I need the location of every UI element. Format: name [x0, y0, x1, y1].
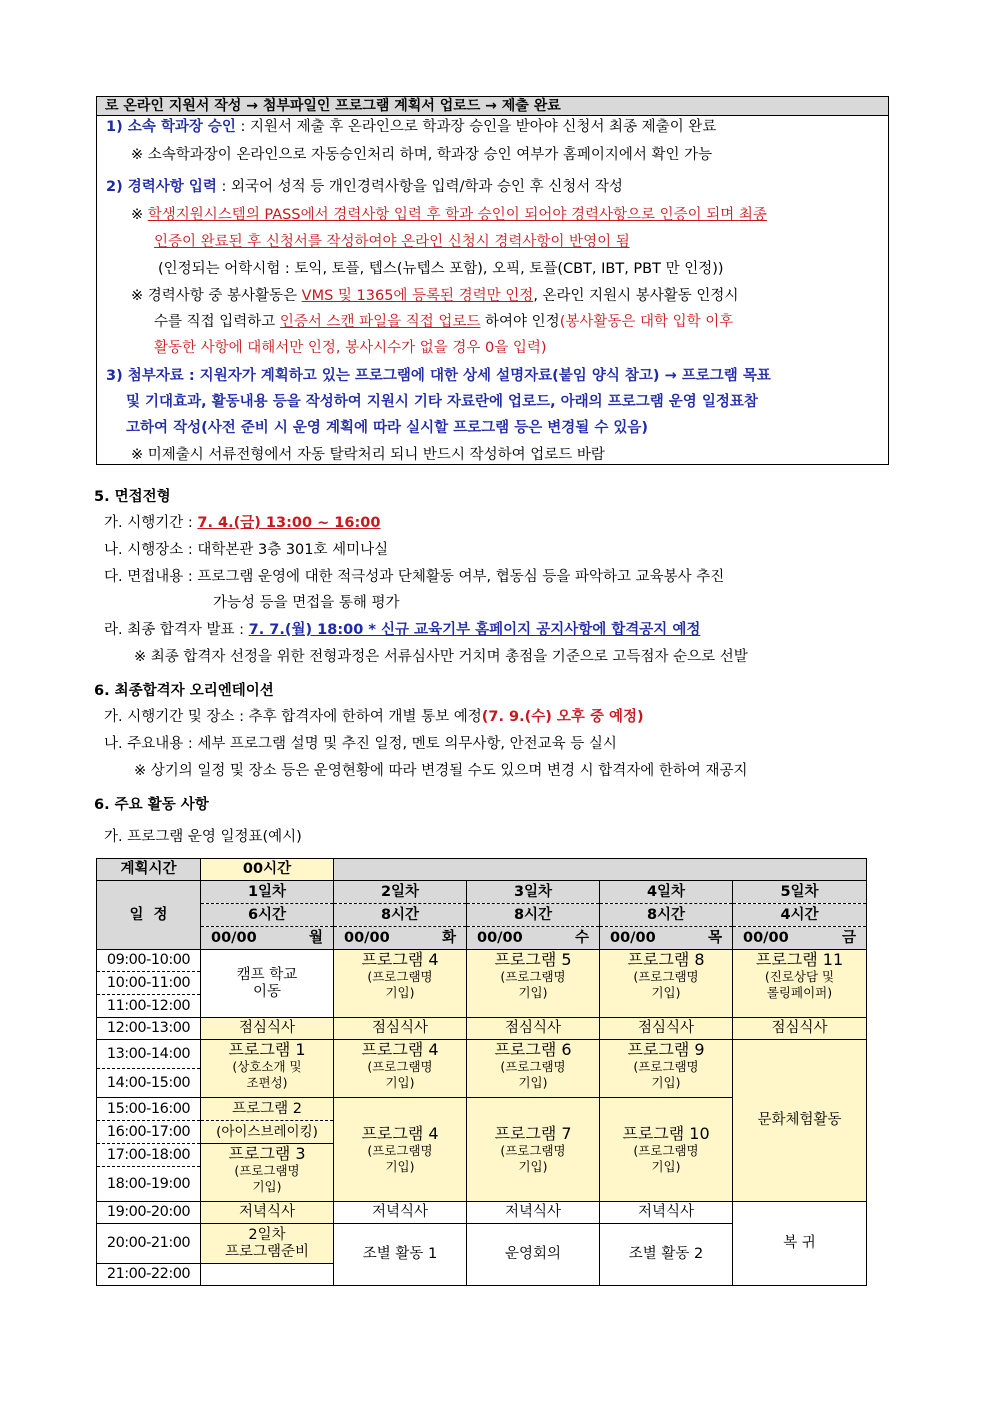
item2-note2-red2: 인증서 스캔 파일을 직접 업로드: [279, 314, 481, 330]
schedule-table: [96, 858, 866, 1298]
prog3-cell: [201, 1144, 334, 1202]
prog7-title: 프로그램 7: [494, 1124, 572, 1143]
day-4-label: 4일차: [600, 881, 733, 904]
time-slot: 10:00-11:00: [97, 972, 201, 995]
progname-line1: (프로그램명: [367, 969, 433, 984]
prog10-cell: [600, 1098, 733, 1202]
lunch-cell: 점심식사: [600, 1018, 733, 1040]
camp-move-cell: [201, 950, 334, 1018]
day-2-date-text: 00/00: [344, 929, 390, 946]
prep-cell: [201, 1224, 334, 1264]
prog4-title: 프로그램 4: [361, 1040, 439, 1059]
item2-text: : 외국어 성적 등 개인경력사항을 입력/학과 승인 후 신청서 작성: [216, 179, 623, 195]
note-mark: ※: [131, 207, 148, 223]
prog5-cell: [467, 950, 600, 1018]
progname-line1: (프로그램명: [367, 1059, 433, 1074]
prep-line2: 프로그램준비: [224, 1243, 310, 1260]
interview-period: [104, 513, 380, 533]
plan-time-value: 00시간: [201, 859, 334, 881]
item2-note2-line1: [131, 286, 738, 306]
day-2-label: 2일차: [334, 881, 467, 904]
progname-line2: 기입): [651, 1159, 681, 1174]
camp-move-line1: 캠프 학교: [236, 966, 298, 983]
orientation-period: [104, 707, 644, 727]
prog4-cell-a: [334, 950, 467, 1018]
day-5-weekday: 금: [841, 929, 856, 946]
progname-line2: 기입): [518, 1159, 548, 1174]
prep-line1: 2일차: [248, 1226, 286, 1243]
item2-note2-line3: 활동한 사항에 대해서만 인정, 봉사시수가 없을 경우 0을 입력): [154, 340, 547, 356]
prog10-title: 프로그램 10: [622, 1124, 710, 1143]
interview-period-value: 7. 4.(금) 13:00 ~ 16:00: [197, 515, 381, 531]
progname-line2: 기입): [385, 985, 415, 1000]
day-2-hours: 8시간: [334, 904, 467, 927]
progname-line2: 기입): [518, 1075, 548, 1090]
lunch-cell: 점심식사: [334, 1018, 467, 1040]
item1-note: ※ 소속학과장이 온라인으로 자동승인처리 하며, 학과장 승인 여부가 홈페이지에서 확인 가능: [131, 147, 713, 163]
day-3-date: [467, 927, 600, 950]
day-1-label: 1일차: [201, 881, 334, 904]
time-slot: 11:00-12:00: [97, 995, 201, 1018]
item3-note: ※ 미제출시 서류전형에서 자동 탈락처리 되니 반드시 작성하여 업로드 바람: [131, 447, 605, 463]
item2-note2-a: ※ 경력사항 중 봉사활동은: [131, 288, 302, 304]
meeting-cell: 운영회의: [467, 1224, 600, 1286]
item2-note2-f: 하여야 인정: [480, 314, 560, 330]
time-slot: 14:00-15:00: [97, 1069, 201, 1098]
prog5-title: 프로그램 5: [494, 950, 572, 969]
item2-note2-c: , 온라인 지원시 봉사활동 인정시: [533, 288, 739, 304]
prog7-cell: [467, 1098, 600, 1202]
progname-line2: 기입): [252, 1179, 282, 1194]
orientation-title: 6. 최종합격자 오리엔테이션: [94, 683, 274, 699]
day-5-hours: 4시간: [733, 904, 867, 927]
item2-label: 2) 경력사항 입력: [106, 179, 217, 195]
day-1-hours: 6시간: [201, 904, 334, 927]
day-4-date: [600, 927, 733, 950]
interview-content-1: 다. 면접내용 : 프로그램 운영에 대한 적극성과 단체활동 여부, 협동심 등을 파악하고 교육봉사 추진: [104, 569, 725, 585]
prog2-title-cell: 프로그램 2: [201, 1098, 334, 1121]
item2-note2-line2: [154, 312, 733, 332]
progname-line2: 기입): [651, 985, 681, 1000]
progname-line1: (프로그램명: [633, 1143, 699, 1158]
item2-note1-line1: [131, 205, 767, 225]
prog9-title: 프로그램 9: [627, 1040, 705, 1059]
time-slot: 21:00-22:00: [97, 1264, 201, 1286]
camp-move-line2: 이동: [252, 983, 281, 1000]
item2-note1-red1: 학생지원시스템의 PASS에서 경력사항 입력 후 학과 승인이 되어야 경력사항으로 인증이 되며 최종: [147, 207, 767, 223]
day-2-date: [334, 927, 467, 950]
time-slot: 18:00-19:00: [97, 1167, 201, 1202]
dinner-cell: 저녁식사: [201, 1202, 334, 1224]
day-1-date-text: 00/00: [211, 929, 257, 946]
lunch-cell: 점심식사: [733, 1018, 867, 1040]
day-4-hours: 8시간: [600, 904, 733, 927]
item2-note1-languages: (인정되는 어학시험 : 토익, 토플, 텝스(뉴텝스 포함), 오픽, 토플(CBT, IBT, PBT 만 인정)): [158, 261, 724, 277]
day-5-label: 5일차: [733, 881, 867, 904]
interview-result: [104, 620, 700, 640]
interview-note: ※ 최종 합격자 선정을 위한 전형과정은 서류심사만 거치며 총점을 기준으로 고득점자 순으로 선발: [134, 649, 748, 665]
interview-place: 나. 시행장소 : 대학본관 3층 301호 세미나실: [104, 542, 389, 558]
prog9-cell: [600, 1040, 733, 1098]
day-3-date-text: 00/00: [477, 929, 523, 946]
prog1-sub1: (상호소개 및: [232, 1059, 302, 1074]
prog8-cell: [600, 950, 733, 1018]
time-slot: 12:00-13:00: [97, 1018, 201, 1040]
prog4-title: 프로그램 4: [361, 950, 439, 969]
item3-line1: 3) 첨부자료 : 지원자가 계획하고 있는 프로그램에 대한 상세 설명자료(붙임 양식 참고) → 프로그램 목표: [106, 368, 771, 384]
item2-note2-red1: VMS 및 1365에 등록된 경력만 인정: [301, 288, 534, 304]
prog11-sub1: (진로상담 및: [764, 969, 835, 984]
item2-note2-red3: (봉사활동은 대학 입학 이후: [559, 314, 734, 330]
item1-text: : 지원서 제출 후 온라인으로 학과장 승인을 받아야 신청서 최종 제출이 완료: [235, 119, 717, 135]
time-slot: 20:00-21:00: [97, 1224, 201, 1264]
lunch-cell: 점심식사: [201, 1018, 334, 1040]
time-slot: 13:00-14:00: [97, 1040, 201, 1069]
box-header-text: 로 온라인 지원서 작성 → 첨부파일인 프로그램 계획서 업로드 → 제출 완료: [105, 98, 561, 114]
group1-cell: 조별 활동 1: [334, 1224, 467, 1286]
lunch-cell: 점심식사: [467, 1018, 600, 1040]
progname-line1: (프로그램명: [633, 969, 699, 984]
day-3-hours: 8시간: [467, 904, 600, 927]
prog11-cell: [733, 950, 867, 1018]
interview-result-value: 7. 7.(월) 18:00 * 신규 교육기부 홈페이지 공지사항에 합격공지 예정: [248, 622, 701, 638]
prog11-sub2: 롤링페이퍼): [766, 985, 833, 1000]
empty-cell: [201, 1264, 334, 1286]
orientation-note: ※ 상기의 일정 및 장소 등은 운영현황에 따라 변경될 수도 있으며 변경 시 합격자에 한하여 재공지: [134, 763, 748, 779]
item2-line: [106, 177, 623, 197]
progname-line1: (프로그램명: [367, 1143, 433, 1158]
day-2-weekday: 화: [441, 929, 456, 946]
day-5-date: [733, 927, 867, 950]
prog4-title: 프로그램 4: [361, 1124, 439, 1143]
progname-line1: (프로그램명: [500, 969, 566, 984]
prog1-cell: [201, 1040, 334, 1098]
item1-line: [106, 117, 716, 137]
day-1-date: [201, 927, 334, 950]
prog3-title: 프로그램 3: [228, 1144, 306, 1163]
activities-title: 6. 주요 활동 사항: [94, 797, 209, 813]
item2-note2-d: 수를 직접 입력하고: [154, 314, 280, 330]
orientation-period-value: (7. 9.(수) 오후 중 예정): [481, 709, 644, 725]
prog1-sub2: 조편성): [246, 1075, 288, 1090]
prog11-title: 프로그램 11: [755, 950, 844, 969]
activities-subtitle: 가. 프로그램 운영 일정표(예시): [104, 829, 302, 845]
group2-cell: 조별 활동 2: [600, 1224, 733, 1286]
progname-line1: (프로그램명: [234, 1163, 300, 1178]
prog4-cell-c: [334, 1098, 467, 1202]
day-4-weekday: 목: [707, 929, 722, 946]
day-3-label: 3일차: [467, 881, 600, 904]
dinner-cell: 저녁식사: [334, 1202, 467, 1224]
interview-title: 5. 면접전형: [94, 489, 171, 505]
dinner-cell: 저녁식사: [600, 1202, 733, 1224]
progname-line1: (프로그램명: [633, 1059, 699, 1074]
prog2-sub-cell: (아이스브레이킹): [201, 1121, 334, 1144]
item1-label: 1) 소속 학과장 승인: [106, 119, 236, 135]
day-5-date-text: 00/00: [743, 929, 789, 946]
time-slot: 15:00-16:00: [97, 1098, 201, 1121]
progname-line1: (프로그램명: [500, 1059, 566, 1074]
plan-time-label: 계획시간: [97, 859, 201, 881]
prog6-cell: [467, 1040, 600, 1098]
progname-line2: 기입): [651, 1075, 681, 1090]
box-header: [97, 97, 888, 116]
schedule-label: 일 정: [97, 881, 201, 950]
culture-cell: 문화체험활동: [733, 1040, 867, 1202]
item3-line2: 및 기대효과, 활동내용 등을 작성하여 지원시 기타 자료란에 업로드, 아래의 프로그램 운영 일정표참: [126, 394, 758, 410]
item2-note1-red2: 인증이 완료된 후 신청서를 작성하여야 온라인 신청시 경력사항이 반영이 됨: [154, 234, 630, 250]
day-4-date-text: 00/00: [610, 929, 656, 946]
header-blank: [334, 859, 867, 881]
progname-line1: (프로그램명: [500, 1143, 566, 1158]
return-cell: 복 귀: [733, 1202, 867, 1286]
interview-result-label: 라. 최종 합격자 발표 :: [104, 622, 249, 638]
time-slot: 19:00-20:00: [97, 1202, 201, 1224]
prog8-title: 프로그램 8: [627, 950, 705, 969]
orientation-period-label: 가. 시행기간 및 장소 : 추후 합격자에 한하여 개별 통보 예정: [104, 709, 482, 725]
prog6-title: 프로그램 6: [494, 1040, 572, 1059]
interview-content-2: 가능성 등을 면접을 통해 평가: [213, 595, 400, 611]
progname-line2: 기입): [518, 985, 548, 1000]
interview-period-label: 가. 시행기간 :: [104, 515, 198, 531]
dinner-cell: 저녁식사: [467, 1202, 600, 1224]
prog1-title: 프로그램 1: [228, 1040, 306, 1059]
orientation-content: 나. 주요내용 : 세부 프로그램 설명 및 추진 일정, 멘토 의무사항, 안전교육 등 실시: [104, 736, 617, 752]
progname-line2: 기입): [385, 1075, 415, 1090]
item3-line3: 고하여 작성(사전 준비 시 운영 계획에 따라 실시할 프로그램 등은 변경될 수 있음): [126, 420, 649, 436]
time-slot: 17:00-18:00: [97, 1144, 201, 1167]
day-3-weekday: 수: [574, 929, 589, 946]
progname-line2: 기입): [385, 1159, 415, 1174]
time-slot: 16:00-17:00: [97, 1121, 201, 1144]
time-slot: 09:00-10:00: [97, 950, 201, 972]
prog4-cell-b: [334, 1040, 467, 1098]
day-1-weekday: 월: [308, 929, 323, 946]
